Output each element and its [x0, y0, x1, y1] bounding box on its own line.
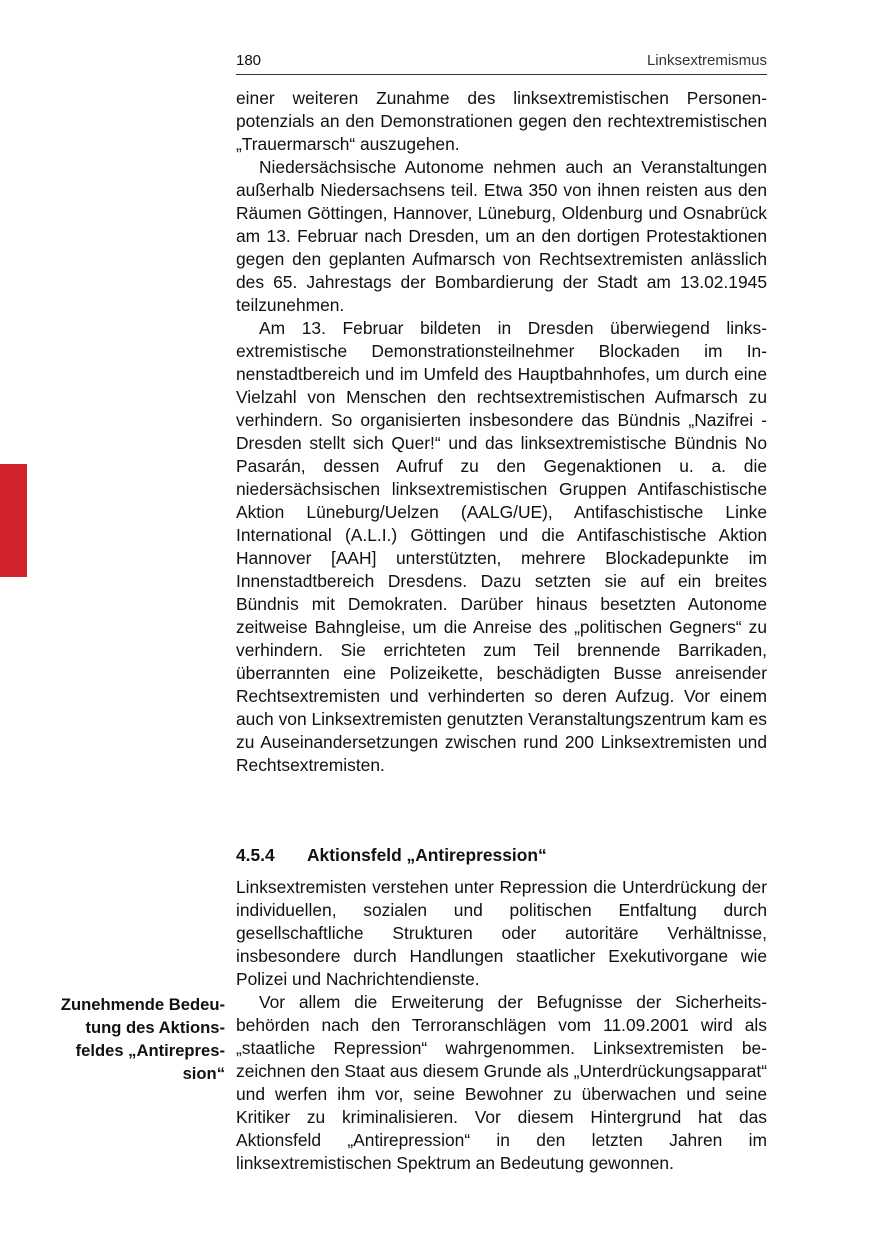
- paragraph: Linksextremisten verstehen unter Repression die Unterdrückung der individuellen, sozialen und politischen Entfaltung durch gesellschaftliche Strukturen oder autoritäre Verhältnisse, insbesondere durch Handlungen staatlicher Exekutivorgane wie Polizei und Nachrichtendienste.: [236, 877, 767, 989]
- paragraph: Vor allem die Erweiterung der Befugnisse der Sicherheitsbehörden nach den Terroranschlägen vom 11.09.2001 wird als „staatliche Repression“ wahrgenommen. Linksextremisten bezeichnen den Staat aus diesem Grunde als „Unterdrückungsapparat“ und werfen ihm vor, seine Bewohner zu überwachen und seine Kritiker zu kriminalisieren. Vor diesem Hintergrund hat das Aktionsfeld „Antirepression“ in den letzten Jahren im linksextremistischen Spektrum an Bedeutung gewonnen.: [236, 992, 767, 1173]
- margin-note: Zunehmende Bedeu- tung des Aktions- feldes „Antirepres- sion“: [60, 995, 225, 1083]
- paragraph: Am 13. Februar bildeten in Dresden überwiegend linksextremistische Demonstrationsteilnehmer Blockaden im Innenstadtbereich und im Umfeld des Hauptbahnhofes, um durch eine Vielzahl von Menschen den rechtsextremistischen Aufmarsch zu verhindern. So organisierten insbesondere das Bündnis „Nazifrei - Dresden stellt sich Quer!“ und das linksextremistische Bündnis No Pasarán, dessen Aufruf zu den Gegenaktionen u. a. die niedersächsischen linksextremistischen Gruppen Antifaschistische Aktion Lüneburg/Uelzen (AALG/UE), Antifaschistische Linke International (A.L.I.) Göttingen und die Antifaschistische Aktion Hannover [AAH] unterstützten, mehrere Blockadepunkte im Innenstadtbereich Dresdens. Dazu setzten sie auf ein breites Bündnis mit Demokraten. Darüber hinaus besetzten Autonome zeitweise Bahngleise, um die Anreise des „politischen Gegners“ zu verhindern. Sie errichteten zum Teil brennende Barrikaden, überrannten eine Polizeikette, beschädigten Busse anreisender Rechtsextremisten und verhinderten so deren Aufzug. Vor einem auch von Linksextremisten genutzten Veranstaltungszentrum kam es zu Auseinandersetzungen zwischen rund 200 Linksextremisten und Rechtsextremisten.: [236, 318, 767, 775]
- body-text-block: [236, 87, 767, 777]
- section-heading: [236, 844, 767, 867]
- running-title: Linksextremismus: [646, 52, 767, 69]
- running-header: [236, 52, 767, 75]
- section-number: 4.5.4: [236, 845, 275, 865]
- paragraph: Niedersächsische Autonome nehmen auch an Veranstaltungen außerhalb Niedersachsens teil. Etwa 350 von ihnen reisten aus den Räumen Göttingen, Hannover, Lüneburg, Oldenburg und Osnabrück am 13. Februar nach Dresden, um an den dortigen Protestaktionen gegen den geplanten Aufmarsch von Rechtsextremisten anlässlich des 65. Jahrestags der Bombardierung der Stadt am 13.02.1945 teilzunehmen.: [236, 157, 767, 315]
- page-number: 180: [236, 52, 262, 69]
- paragraph: einer weiteren Zunahme des linksextremistischen Personenpotenzials an den Demonstrationen gegen den rechtextremistischen „Trauermarsch“ auszugehen.: [236, 88, 767, 154]
- section-title: Aktionsfeld „Antirepression“: [307, 845, 547, 865]
- body-text-block-2: [236, 876, 767, 1175]
- chapter-marker-tab: [0, 464, 27, 577]
